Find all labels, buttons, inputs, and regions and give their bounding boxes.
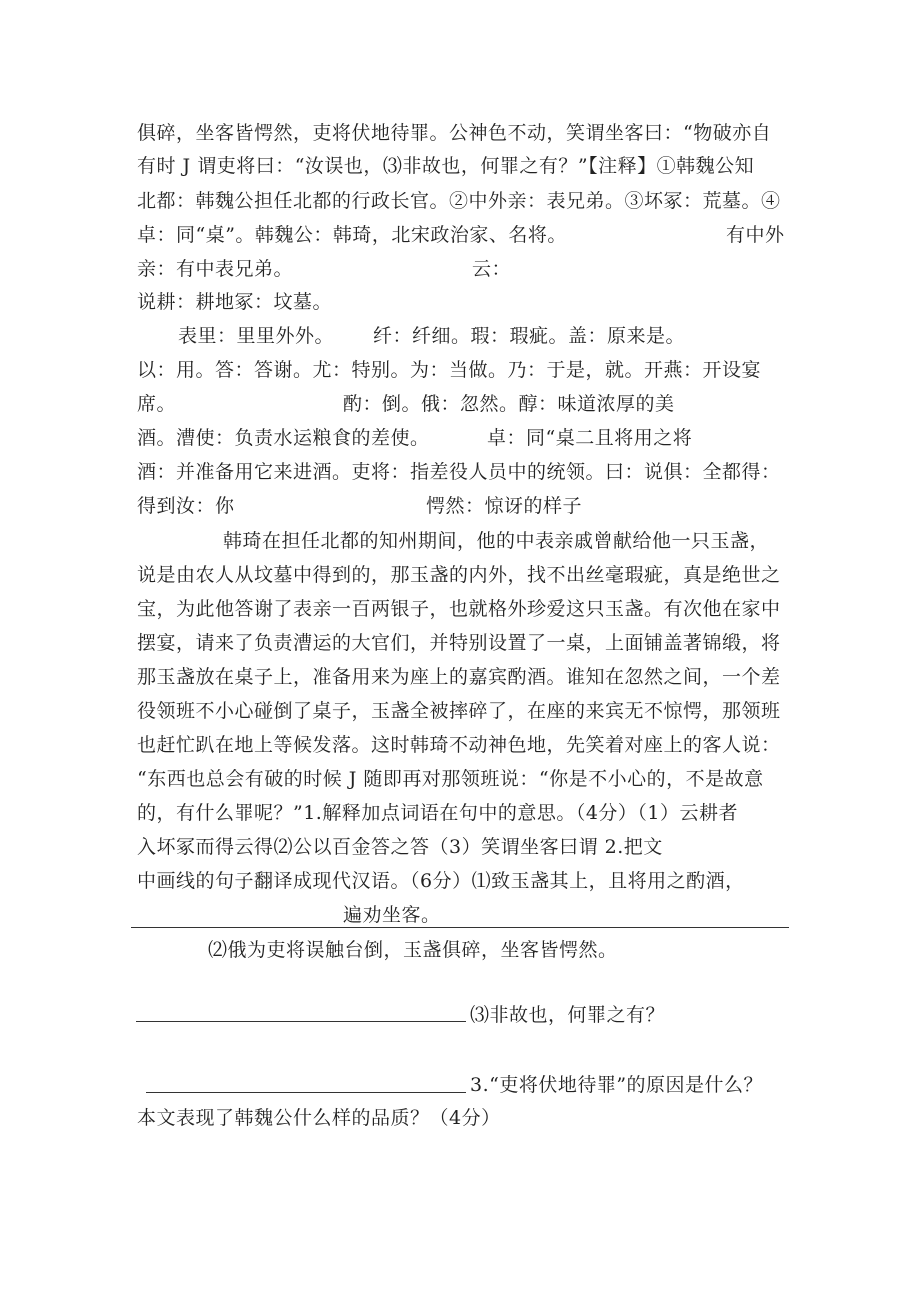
text-line-24: 遍劝坐客。 (343, 904, 441, 926)
question-3: 3.“吏将伏地待罪”的原因是什么？ (470, 1074, 764, 1096)
text-line-7: 表里：里里外外。 (178, 325, 335, 347)
answer-line-3 (146, 1092, 466, 1093)
text-line-7-right: 纤：纤细。瑕：瑕疵。盖：原来是。 (373, 325, 686, 347)
text-line-12-right: 愕然：惊讶的样子 (426, 495, 583, 517)
text-line-13: 韩琦在担任北都的知州期间，他的中表亲戚曾献给他一只玉盏， (223, 530, 770, 552)
text-line-23: 中画线的句子翻译成现代汉语。（6分）⑴致玉盏其上，且将用之酌酒， (137, 870, 745, 892)
text-line-9: 席。 (137, 393, 177, 415)
text-line-6: 说耕：耕地冢：坟墓。 (137, 291, 333, 313)
text-line-12: 得到汝：你 (137, 495, 235, 517)
question-sentence-2: ⑵俄为吏将误触台倒，玉盏俱碎，坐客皆愕然。 (208, 939, 618, 961)
text-line-20: “东西也总会有破的时候 J 随即再对那领班说：“你是不小心的，不是故意 (137, 768, 764, 790)
text-line-11: 酒：并准备用它来进酒。吏将：指差役人员中的统领。曰：说俱：全都得： (137, 461, 781, 483)
question-3-continued: 本文表现了韩魏公什么样的品质？（4分） (137, 1107, 501, 1129)
text-line-4-right: 有中外 (726, 224, 785, 246)
text-line-19: 也赶忙趴在地上等候发落。这时韩琦不动神色地，先笑着对座上的客人说： (137, 734, 781, 756)
text-line-8: 以：用。答：答谢。尤：特别。为：当做。乃：于是，就。开燕：开设宴 (137, 359, 762, 381)
text-line-10-right: 卓：同“桌二且将用之将 (487, 427, 693, 449)
text-line-10: 酒。漕使：负责水运粮食的差使。 (137, 427, 430, 449)
text-line-18: 役领班不小心碰倒了桌子，玉盏全被摔碎了，在座的来宾无不惊愕，那领班 (137, 700, 781, 722)
text-line-17: 那玉盏放在桌子上，准备用来为座上的嘉宾酌酒。谁知在忽然之间，一个差 (137, 666, 781, 688)
text-line-14: 说是由农人从坟墓中得到的，那玉盏的内外，找不出丝毫瑕疵，真是绝世之 (137, 564, 781, 586)
text-line-16: 摆宴，请来了负责漕运的大官们，并特别设置了一桌，上面铺盖著锦缎，将 (137, 632, 781, 654)
text-line-22: 入坏冢而得云得⑵公以百金答之答（3）笑谓坐客曰谓 2.把文 (137, 836, 663, 858)
answer-line-1 (131, 927, 789, 928)
text-line-1: 俱碎，坐客皆愕然，吏将伏地待罪。公神色不动，笑谓坐客曰：“物破亦自 (137, 122, 772, 144)
question-sentence-3: ⑶非故也，何罪之有？ (470, 1004, 666, 1026)
text-line-3: 北都：韩魏公担任北都的行政长官。②中外亲：表兄弟。③坏冢：荒墓。④ (137, 190, 781, 212)
text-line-4: 卓：同“桌”。韩魏公：韩琦，北宋政治家、名将。 (137, 224, 567, 246)
text-line-2: 有时 J 谓吏将曰：“汝误也，⑶非故也，何罪之有？”【注释】①韩魏公知 (137, 155, 755, 177)
text-line-21: 的，有什么罪呢？”1.解释加点词语在句中的意思。（4分）（1）云耕者 (137, 802, 739, 824)
text-line-5-right: 云： (472, 258, 512, 280)
answer-line-2 (136, 1021, 466, 1022)
text-line-9-right: 酌：倒。俄：忽然。醇：味道浓厚的美 (343, 393, 675, 415)
text-line-15: 宝，为此他答谢了表亲一百两银子，也就格外珍爱这只玉盏。有次他在家中 (137, 598, 781, 620)
text-line-5: 亲：有中表兄弟。 (137, 258, 294, 280)
